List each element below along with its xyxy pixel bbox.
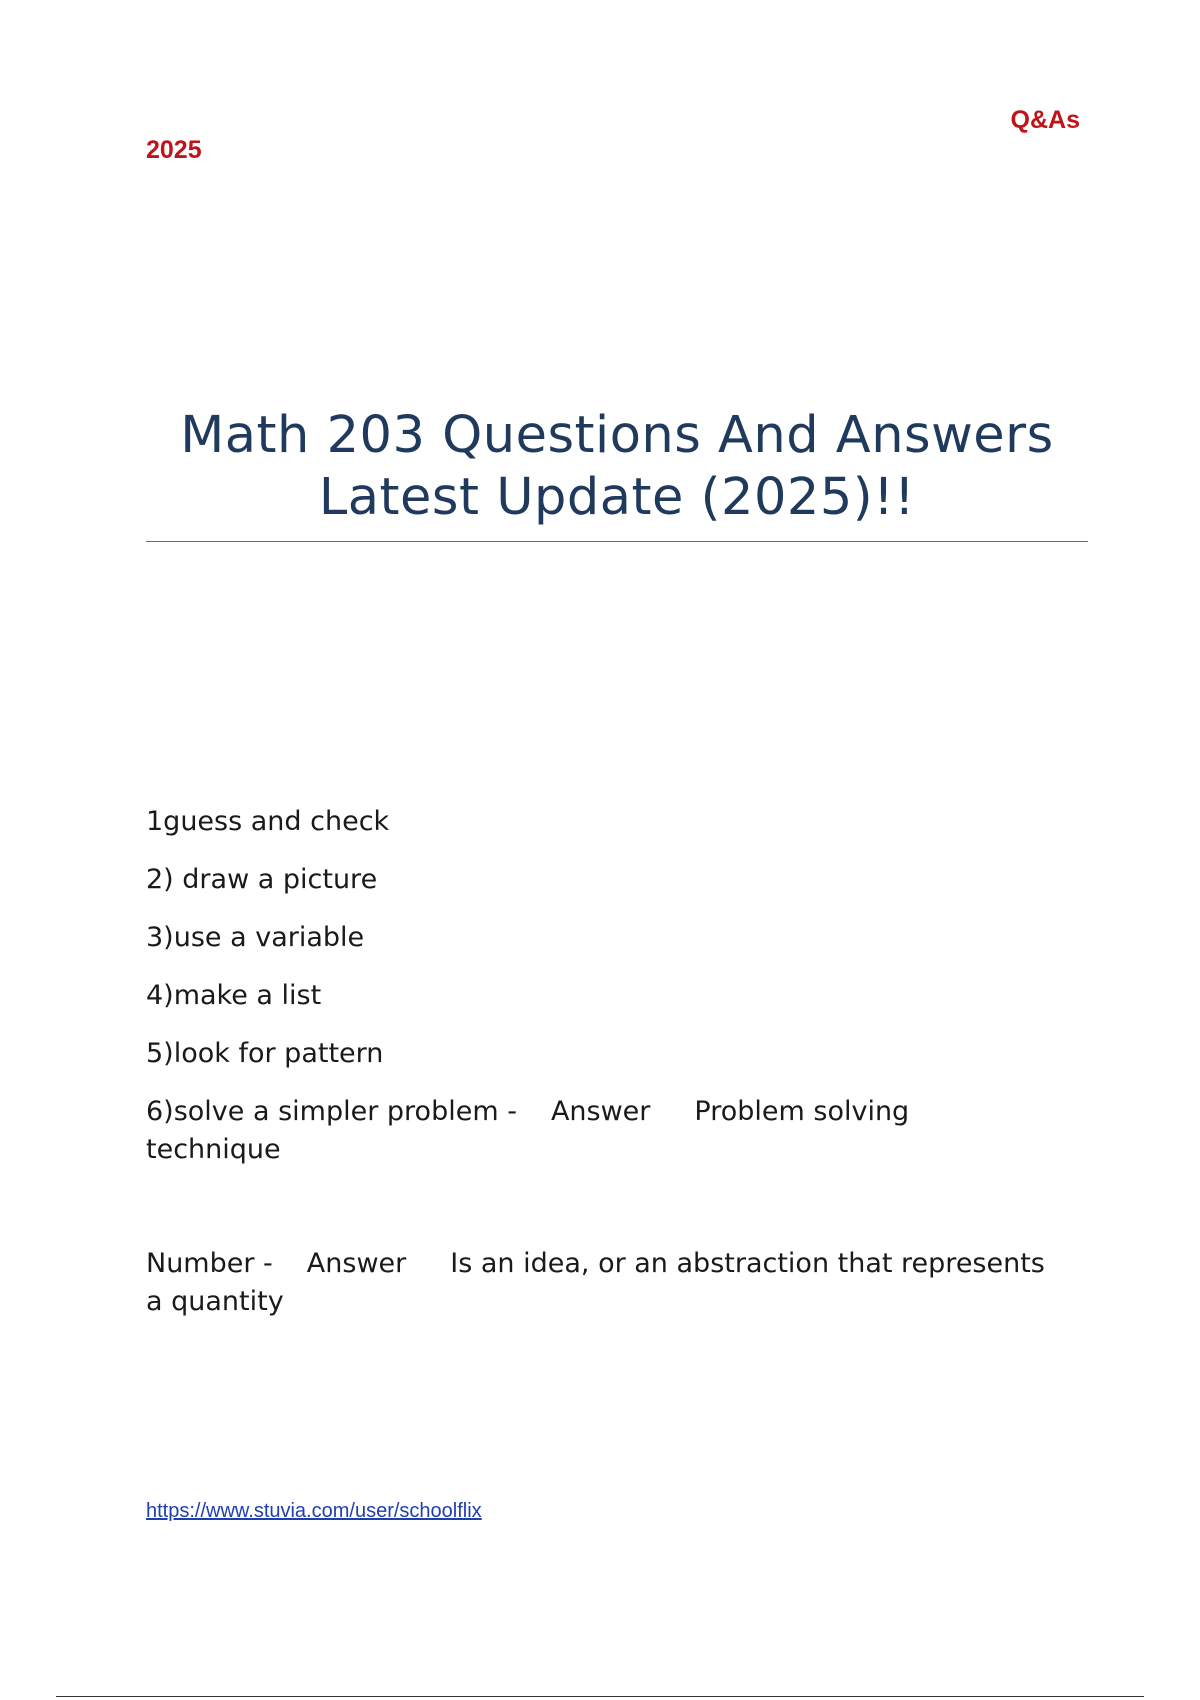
qa-item-1 — [146, 803, 1086, 1169]
list-item: 5)look for pattern — [146, 1038, 384, 1069]
qa-item-2 — [146, 1245, 1086, 1321]
list-item: 2) draw a picture — [146, 864, 378, 895]
question-text: Number - — [146, 1248, 273, 1279]
title-line-2: Latest Update (2025)!! — [318, 468, 916, 527]
answer-text: Is an idea, or an abstraction that represents — [450, 1248, 1045, 1279]
footer-divider — [56, 1696, 1144, 1697]
list-item: 4)make a list — [146, 980, 322, 1011]
title-divider — [146, 541, 1088, 542]
question-answer-line — [146, 1093, 1086, 1131]
answer-continued: technique — [146, 1134, 281, 1165]
answer-label: Answer — [550, 1096, 651, 1127]
question-text: 6)solve a simpler problem - — [146, 1096, 517, 1127]
answer-continued: a quantity — [146, 1286, 284, 1317]
answer-text: Problem solving — [694, 1096, 910, 1127]
question-answer-line — [146, 1245, 1086, 1283]
document-title — [146, 405, 1088, 529]
list-item: 3)use a variable — [146, 922, 365, 953]
header-year: 2025 — [146, 136, 202, 164]
answer-label: Answer — [306, 1248, 407, 1279]
source-link[interactable]: https://www.stuvia.com/user/schoolflix — [146, 1500, 482, 1522]
title-line-1: Math 203 Questions And Answers — [180, 406, 1054, 465]
list-item: 1guess and check — [146, 806, 390, 837]
qa-content — [146, 803, 1086, 1321]
header-qas-tag: Q&As — [1010, 106, 1080, 134]
